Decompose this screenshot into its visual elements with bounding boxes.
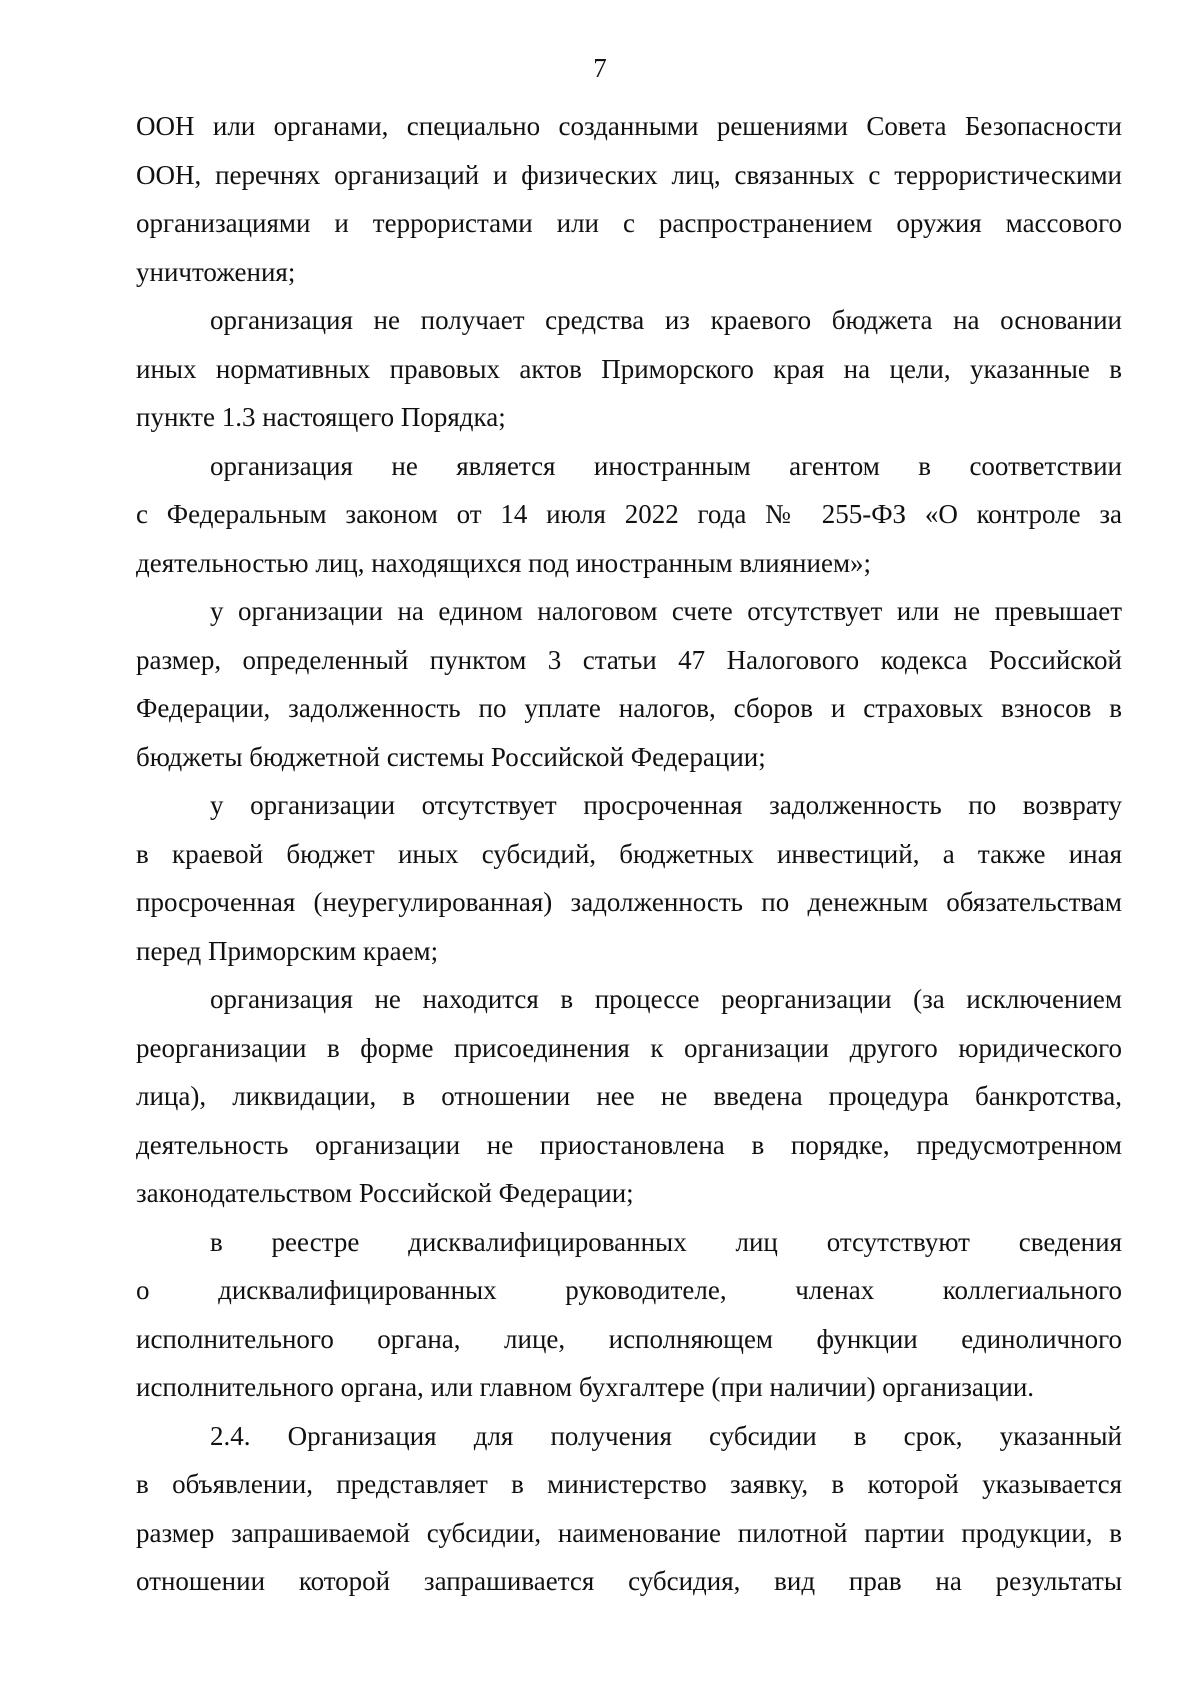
text-line: пункте 1.3 настоящего Порядка; — [136, 402, 506, 432]
text-line: деятельность организации не приостановлена в порядке, предусмотренном — [136, 1129, 1122, 1160]
text-line: у организации на едином налоговом счете отсутствует или не превышает — [210, 596, 1122, 626]
text-line: организациями и террористами или с распространением оружия массового — [136, 208, 1122, 238]
text-line: уничтожения; — [136, 256, 296, 287]
text-line: организация не находится в процессе реорганизации (за исключением — [210, 984, 1122, 1014]
text-line: в реестре дисквалифицированных лиц отсутствуют сведения — [210, 1226, 1122, 1257]
text-line: организация не является иностранным агентом в соответствии — [210, 450, 1122, 481]
page-number: 7 — [593, 53, 607, 83]
text-line: отношении которой запрашивается субсидия, вид прав на результаты — [136, 1566, 1122, 1596]
text-line: реорганизации в форме присоединения к организации другого юридического — [136, 1032, 1122, 1063]
text-line: исполнительного органа, лице, исполняющем функции единоличного — [136, 1323, 1122, 1354]
text-line: 2.4. Организация для получения субсидии в срок, указанный — [210, 1420, 1122, 1451]
text-line: ООН или органами, специально созданными решениями Совета Безопасности — [136, 111, 1122, 141]
text-line: размер запрашиваемой субсидии, наименование пилотной партии продукции, в — [136, 1517, 1122, 1548]
document-body — [136, 102, 1122, 1606]
text-line: деятельностью лиц, находящихся под иностранным влиянием»; — [136, 547, 872, 578]
text-line: законодательством Российской Федерации; — [136, 1178, 634, 1208]
text-line: лица), ликвидации, в отношении нее не введена процедура банкротства, — [136, 1081, 1122, 1111]
text-line: бюджеты бюджетной системы Российской Федерации; — [136, 741, 766, 772]
text-line: перед Приморским краем; — [136, 935, 439, 966]
text-line: размер, определенный пунктом 3 статьи 47 Налогового кодекса Российской — [136, 644, 1122, 675]
text-line: с Федеральным законом от 14 июля 2022 года № 255-ФЗ «О контроле за — [136, 499, 1122, 529]
text-line: в краевой бюджет иных субсидий, бюджетных инвестиций, а также иная — [136, 838, 1122, 869]
text-line: ООН, перечнях организаций и физических лиц, связанных с террористическими — [136, 159, 1122, 190]
text-line: иных нормативных правовых актов Приморского края на цели, указанные в — [136, 353, 1122, 384]
text-line: просроченная (неурегулированная) задолженность по денежным обязательствам — [136, 887, 1122, 917]
text-line: организация не получает средства из краевого бюджета на основании — [210, 305, 1122, 335]
text-line: у организации отсутствует просроченная задолженность по возврату — [210, 790, 1122, 820]
text-line: в объявлении, представляет в министерство заявку, в которой указывается — [136, 1469, 1122, 1499]
text-line: исполнительного органа, или главном бухгалтере (при наличии) организации. — [136, 1372, 1035, 1402]
text-line: Федерации, задолженность по уплате налогов, сборов и страховых взносов в — [136, 693, 1122, 723]
text-line: о дисквалифицированных руководителе, членах коллегиального — [136, 1275, 1122, 1305]
